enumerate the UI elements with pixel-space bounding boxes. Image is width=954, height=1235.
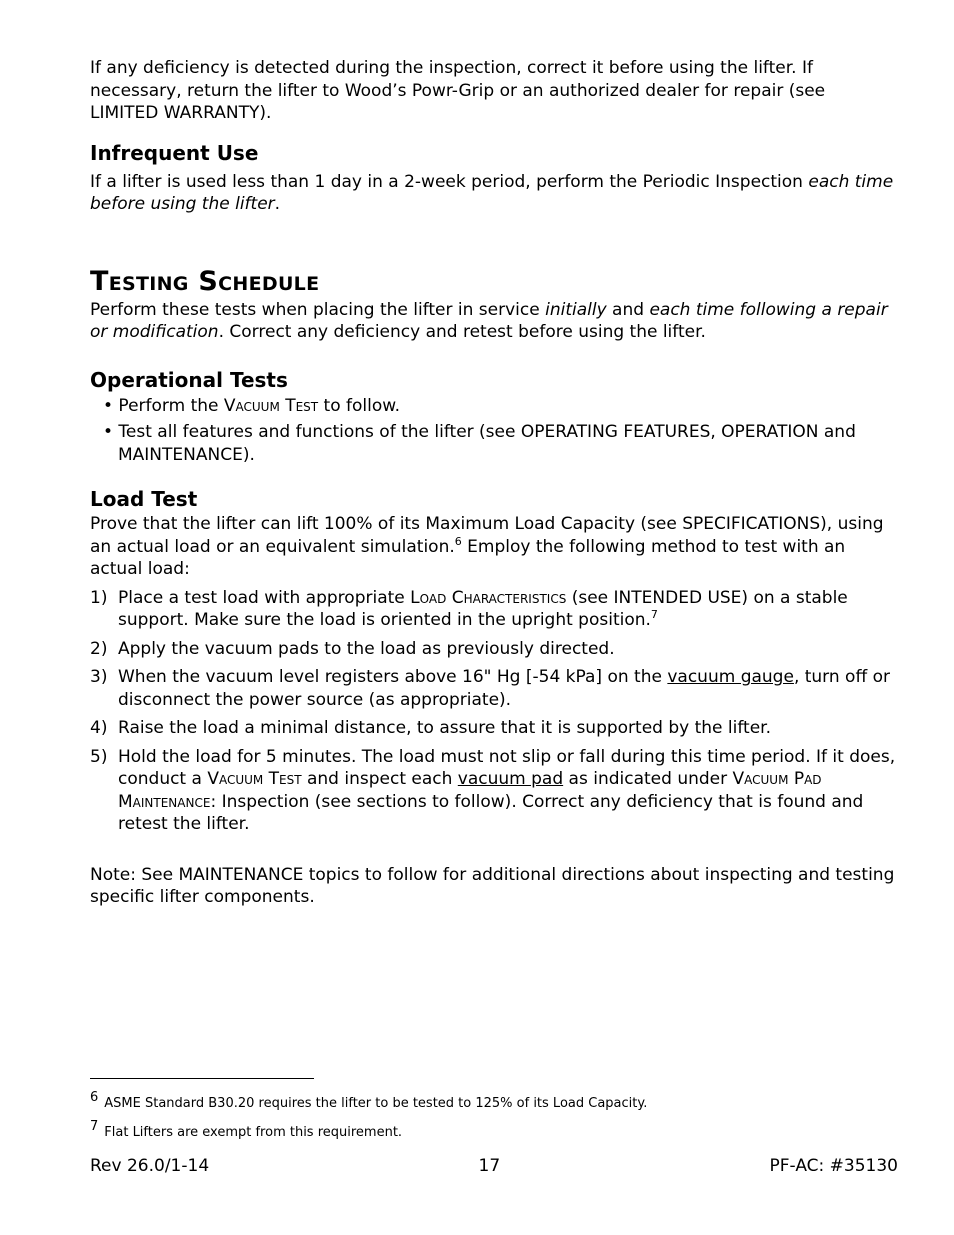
- infrequent-use-heading: Infrequent Use: [90, 140, 259, 165]
- load-step-5: [90, 746, 898, 836]
- step-number: 1): [90, 587, 108, 608]
- testing-text-3: and: [606, 299, 650, 320]
- vacuum-pad-maintenance-ref: Vacuum Pad Maintenance: [118, 769, 822, 812]
- load-step-4: [90, 717, 898, 740]
- testing-text-italic-1: initially: [545, 299, 607, 320]
- step-number: 3): [90, 667, 108, 687]
- footnote-number: 6: [90, 1090, 99, 1105]
- load-step-2: [90, 638, 898, 661]
- note-paragraph: Note: See MAINTENANCE topics to follow for additional directions about inspecting and testing specific lifter components.: [90, 864, 895, 907]
- step-text: Raise the load a minimal distance, to assure that it is supported by the lifter.: [118, 718, 772, 738]
- step-3-text-a: When the vacuum level registers above 16" Hg [-54 kPa] on the: [118, 667, 668, 687]
- testing-schedule-heading: Testing Schedule: [90, 265, 320, 297]
- revision-label: Rev 26.0/1-14: [90, 1156, 210, 1176]
- step-1-text-b: (see INTENDED USE) on a stable support. Make sure the load is oriented in the upright position.: [118, 587, 848, 630]
- step-5-text-b: and inspect each: [301, 769, 458, 789]
- step-number: 2): [90, 638, 108, 659]
- operational-bullet-2: • Test all features and functions of the lifter (see OPERATING FEATURES, OPERATION and MAINTENANCE).: [103, 422, 856, 465]
- vacuum-gauge-link[interactable]: vacuum gauge: [667, 667, 794, 687]
- step-1-text-a: Place a test load with appropriate: [118, 587, 411, 608]
- load-test-intro: [90, 513, 898, 581]
- footnote-7: [90, 1119, 403, 1141]
- vacuum-pad-link[interactable]: vacuum pad: [457, 769, 564, 789]
- step-number: 5): [90, 746, 108, 767]
- vacuum-test-ref: Vacuum Test: [207, 769, 302, 789]
- footnote-divider: [90, 1078, 314, 1079]
- footnote-number: 7: [90, 1119, 99, 1134]
- step-text: Apply the vacuum pads to the load as previously directed.: [118, 638, 615, 659]
- testing-text-1: Perform these tests when placing the lifter in service: [90, 299, 546, 320]
- step-5-text-a: Hold the load for 5 minutes. The load must not slip or fall during this time period. If it does, conduct a: [118, 746, 896, 789]
- footnote-ref-6: 6: [454, 534, 462, 548]
- testing-schedule-paragraph: [90, 299, 898, 344]
- step-number: 4): [90, 718, 108, 738]
- infrequent-text-3: .: [274, 194, 281, 214]
- load-step-3: [90, 666, 898, 711]
- page-number: 17: [478, 1156, 501, 1176]
- load-characteristics-ref: Load Characteristics: [410, 587, 567, 608]
- bullet-1-pre: • Perform the: [103, 395, 224, 416]
- step-text: [118, 666, 898, 711]
- document-body: [90, 54, 898, 909]
- footnote-text: ASME Standard B30.20 requires the lifter to be tested to 125% of its Load Capacity.: [104, 1096, 648, 1111]
- operational-bullet-1: [90, 395, 898, 418]
- testing-text-italic-2: each time following a repair or modification: [90, 299, 888, 342]
- page-footer: [90, 1155, 898, 1177]
- infrequent-use-paragraph: [90, 171, 898, 216]
- document-id: PF-AC: #35130: [769, 1156, 898, 1176]
- testing-text-5: . Correct any deficiency and retest before using the lifter.: [218, 322, 706, 342]
- step-3-text-b: , turn off or disconnect the power source (as appropriate).: [118, 667, 890, 710]
- step-5-text-c: as indicated under: [563, 769, 733, 789]
- load-step-1: [90, 587, 898, 632]
- load-test-heading: Load Test: [90, 487, 198, 511]
- bullet-1-post: to follow.: [318, 395, 400, 416]
- infrequent-text-italic: each time before using the lifter: [90, 171, 894, 214]
- step-text: [118, 746, 898, 836]
- intro-paragraph: If any deficiency is detected during the inspection, correct it before using the lifter. If necessary, return the lifter to Wood’s Powr-Grip or an authorized dealer for repair (see LIMITED WARRANTY).: [90, 58, 826, 123]
- load-intro-2: Employ the following method to test with an actual load:: [90, 536, 846, 579]
- operational-tests-heading: Operational Tests: [90, 367, 288, 392]
- footnote-6: [90, 1090, 648, 1112]
- step-text: [118, 587, 898, 632]
- step-5-text-d: : Inspection (see sections to follow). Correct any deficiency that is found and retest the lifter.: [118, 791, 864, 834]
- infrequent-text-1: If a lifter is used less than 1 day in a 2-week period, perform the Periodic Inspection: [90, 171, 809, 192]
- footnote-ref-7: 7: [650, 608, 658, 621]
- footnote-text: Flat Lifters are exempt from this requirement.: [104, 1125, 403, 1140]
- vacuum-test-ref: Vacuum Test: [223, 395, 319, 416]
- load-intro-1: Prove that the lifter can lift 100% of its Maximum Load Capacity (see SPECIFICATIONS), using an actual load or an equivalent simulation.: [90, 514, 884, 557]
